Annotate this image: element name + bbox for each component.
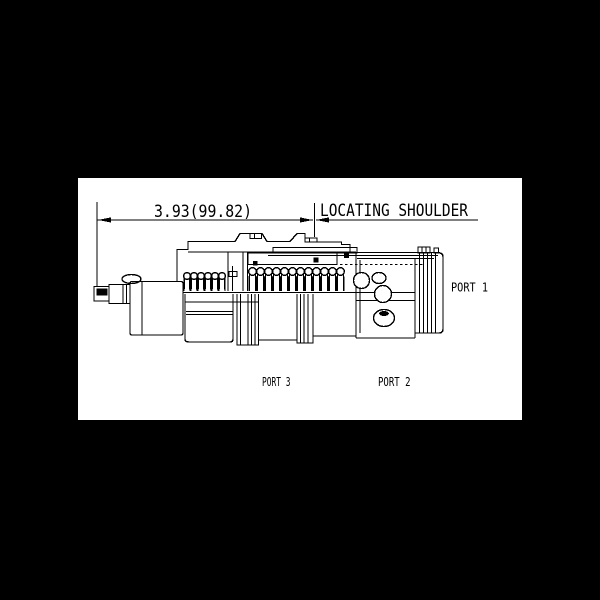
detail-square-2: [314, 258, 319, 263]
port-hole-4-shadow: [379, 311, 389, 316]
port1-label: PORT 1: [451, 280, 488, 295]
dimension-label: 3.93(99.82): [154, 202, 252, 222]
port-hole-3: [375, 286, 392, 303]
port2-label: PORT 2: [378, 375, 411, 389]
port3-label: PORT 3: [262, 375, 291, 389]
detail-square-3: [344, 253, 349, 258]
detail-square-1: [253, 261, 258, 266]
oring-groove-band-left: [237, 294, 259, 345]
port-hole-1: [354, 273, 370, 289]
screw-slot: [97, 289, 108, 296]
port-hole-2: [372, 273, 386, 284]
locating-shoulder-label: LOCATING SHOULDER: [320, 201, 469, 221]
